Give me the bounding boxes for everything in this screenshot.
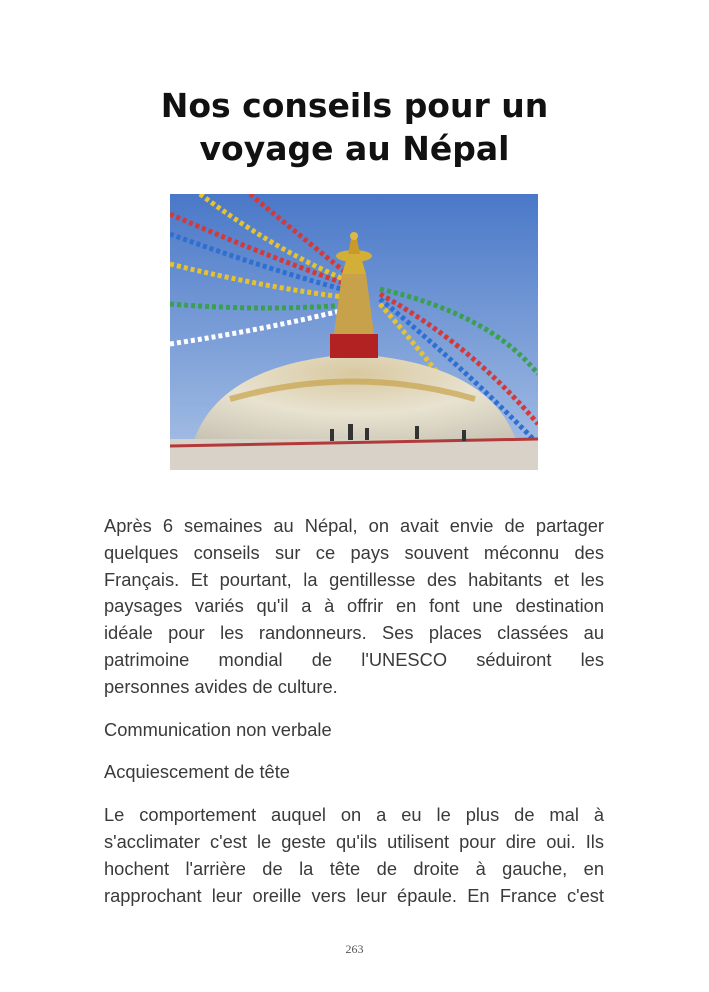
section-heading-nod: Acquiescement de tête (104, 761, 290, 783)
intro-line: patrimoine mondial de l'UNESCO séduiront les (104, 648, 604, 670)
page-title (0, 84, 709, 170)
title-line-1: Nos conseils pour un (160, 86, 549, 125)
paragraph-line: Le comportement auquel on a eu le plus de mal à (104, 804, 604, 826)
paragraph-line: hochent l'arrière de la tête de droite à gauche, en (104, 857, 604, 879)
intro-line: Après 6 semaines au Népal, on avait envie de partager (104, 515, 604, 536)
section-heading-communication: Communication non verbale (104, 718, 332, 740)
paragraph-line: rapprochant leur oreille vers leur épaule. En France c'est (104, 884, 604, 906)
nod-paragraph (104, 802, 604, 909)
intro-line: Français. Et pourtant, la gentillesse des habitants et les (104, 568, 604, 590)
intro-paragraph (104, 513, 604, 701)
article-body (104, 513, 604, 925)
intro-line: idéale pour les randonneurs. Ses places classées au (104, 622, 604, 644)
intro-line: quelques conseils sur ce pays souvent méconnu des (104, 541, 604, 563)
intro-line: paysages variés qu'il a à offrir en font une destination (104, 595, 604, 617)
stupa-photo (170, 194, 538, 470)
intro-line: personnes avides de culture. (104, 675, 338, 697)
title-line-2: voyage au Népal (199, 129, 510, 168)
page-number: 263 (345, 942, 364, 956)
paragraph-line: s'acclimater c'est le geste qu'ils utilisent pour dire oui. Ils (104, 830, 604, 852)
